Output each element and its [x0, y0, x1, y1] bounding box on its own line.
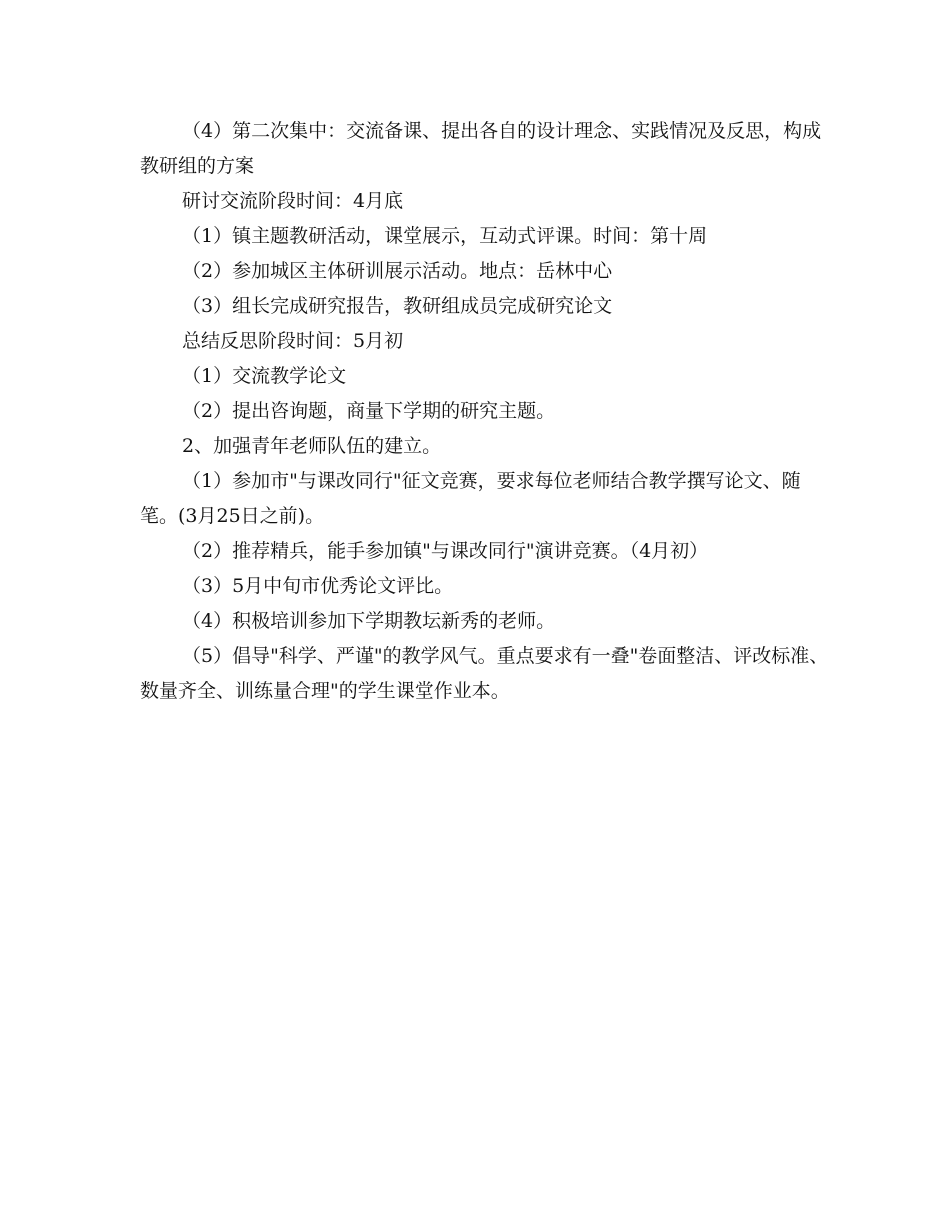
- paragraph: （2）提出咨询题，商量下学期的研究主题。: [182, 400, 556, 422]
- paragraph: （5）倡导"科学、严谨"的教学风气。重点要求有一叠"卷面整洁、评改标准、数量齐全、训练量合理"的学生课堂作业本。: [140, 645, 829, 702]
- document-body: [140, 114, 830, 709]
- paragraph: 研讨交流阶段时间：4月底: [182, 190, 404, 212]
- paragraph: （3）组长完成研究报告，教研组成员完成研究论文: [182, 295, 613, 317]
- paragraph: （4）积极培训参加下学期教坛新秀的老师。: [182, 610, 556, 632]
- paragraph: （2）推荐精兵，能手参加镇"与课改同行"演讲竞赛。（4月初）: [182, 540, 709, 562]
- paragraph: （4）第二次集中：交流备课、提出各自的设计理念、实践情况及反思，构成教研组的方案: [140, 120, 822, 177]
- paragraph: （2）参加城区主体研训展示活动。地点：岳林中心: [182, 260, 613, 282]
- paragraph: （1）镇主题教研活动，课堂展示，互动式评课。时间：第十周: [182, 225, 708, 247]
- paragraph: （1）交流教学论文: [182, 365, 347, 387]
- paragraph: （3）5月中旬市优秀论文评比。: [182, 575, 454, 597]
- paragraph: 总结反思阶段时间：5月初: [182, 330, 404, 352]
- paragraph: （1）参加市"与课改同行"征文竞赛，要求每位老师结合教学撰写论文、随笔。(3月25日之前)。: [140, 470, 801, 527]
- paragraph: 2、加强青年老师队伍的建立。: [182, 435, 442, 457]
